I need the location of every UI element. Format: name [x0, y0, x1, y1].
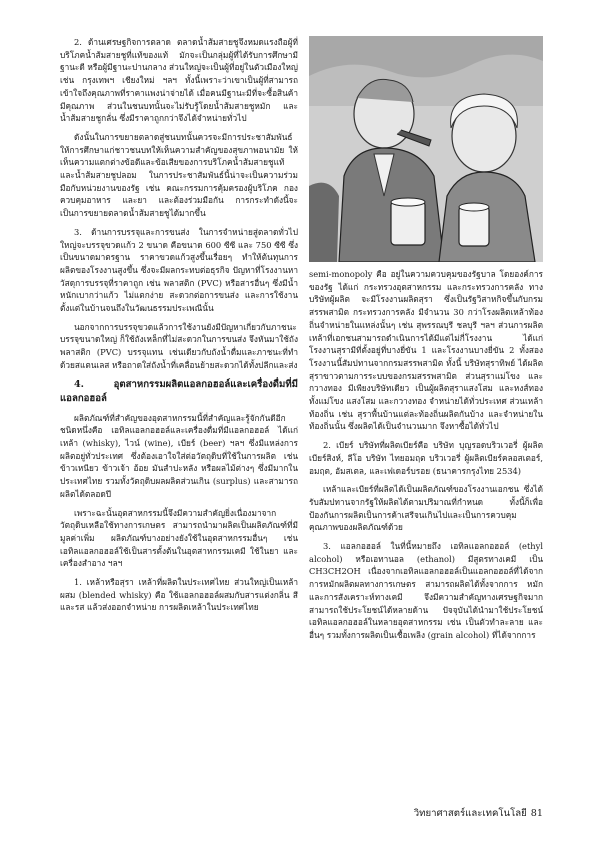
- illustration-men-drinking: [309, 36, 543, 262]
- paragraph-concession: เหล้าและเบียร์ที่ผลิตได้เป็นผลิตภัณฑ์ของโรงงานเอกชน ซึ่งได้รับสัมปทานจากรัฐให้ผลิตได้ตามปริมาณที่กำหนด ทั้งนี้ก็เพื่อป้องกันการผลิตเป็นการค้าเสรีจนเกินไปและเป็นการควบคุมคุณภาพของผลิตภัณฑ์ด้วย: [309, 484, 543, 533]
- paragraph-alcohol-products: ผลิตภัณฑ์ที่สำคัญของอุตสาหกรรมนี้ที่สำคัญและรู้จักกันดีอีกชนิดหนึ่งคือ เอทิลแอลกอฮอล์และเครื่องดื่มที่มีแอลกอฮอล์ ได้แก่ เหล้า (whisky), ไวน์ (wine), เบียร์ (beer) ฯลฯ ซึ่งมีแหล่งการผลิตอยู่ทั่วประเทศ ซึ่งต้องเอาใจใส่ต่อวัตถุดิบที่ใช้ในการผลิต เช่น ข้าวเหนียว ข้าวเจ้า อ้อย มันสำปะหลัง หรือผลไม้ต่างๆ ซึ่งมีมากในประเทศไทย รวมทั้งวัตถุดิบผลผลิตส่วนเกิน (surplus) และสามารถผลิตได้ตลอดปี: [60, 412, 298, 499]
- paragraph-whisky: 1. เหล้าหรือสุรา เหล้าที่ผลิตในประเทศไทย ส่วนใหญ่เป็นเหล้าผสม (blended whisky) คือ ใช้แอลกอฮอล์ผสมกับสารแต่งกลิ่น สี และรส แล้วส่งออกจำหน่าย การผลิตเหล้าในประเทศไทย: [60, 577, 298, 613]
- journal-title: วิทยาศาสตร์และเทคโนโลยี: [413, 808, 527, 819]
- section-heading-alcohol-industry: 4. อุตสาหกรรมผลิตแอลกอฮอล์และเครื่องดื่มที่มีแอลกอฮอล์: [60, 378, 298, 404]
- paragraph-ethyl-alcohol: 3. แอลกอฮอล์ ในที่นี้หมายถึง เอทิลแอลกอฮอล์ (ethyl alcohol) หรือเอทานอล (ethanol) มีสูตรทางเคมี เป็น CH3CH2OH เนื่องจากเอทิลแอลกอฮอล์เป็นแอลกอฮอล์ที่ได้จากการหมักผลิตผลทางการเกษตร สามารถผลิตได้ทั้งจากการ หมักและการสังเคราะห์ทางเคมี จึงมีความสำคัญทางเศรษฐกิจมาก สามารถใช้ประโยชน์ได้หลายด้าน ปัจจุบันได้นำมาใช้ประโยชน์เอทิลแอลกอฮอล์ในหลายอุตสาหกรรม เช่น เป็นตัวทำละลาย และอื่นๆ รวมทั้งการผลิตเป็นเชื้อเพลิง (grain alcohol) ที่ได้จากการ: [309, 541, 543, 640]
- right-column: [309, 268, 543, 648]
- left-column: [60, 36, 298, 620]
- paragraph-semi-monopoly: semi-monopoly คือ อยู่ในความควบคุมของรัฐบาล โดยองค์การของรัฐ ได้แก่ กระทรวงอุตสาหกรรม และกระทรวงการคลัง ทางบริษัทผู้ผลิต จะมีโรงงานผลิตสุรา ซึ่งเป็นรัฐวิสาหกิจขึ้นกับกรมสรรพสามิต กระทรวงการคลัง มีจำนวน 30 กว่าโรงผลิตเหล้าท้องถิ่นจำหน่ายในแหล่งนั้นๆ เช่น สุพรรณบุรี ชลบุรี ฯลฯ ส่วนการผลิตเหล้าที่เอกชนสามารถดำเนินการได้มีแต่ไม่กี่โรงงาน ได้แก่ โรงงานสุรามีที่ตั้งอยู่ที่บางยี่ขัน 1 และโรงงานบางยี่ขัน 2 ทั้งสองโรงงานนี้สัมปทานจากกรมสรรพสามิต ทั้งนี้ บริษัทสุราทิพย์ ได้ผลิตสุราขาวตามการระบบของกรมสรรพสามิต ส่วนสุราแม่โขง และกวางทอง มีเพียงบริษัทเดียว เป็นผู้ผลิตสุราแสงโสม และหงส์ทอง ทั้งแม่โขง แสงโสม และกวางทอง จำหน่ายได้ทั่วประเทศ ส่วนเหล้าท้องถิ่น เช่น สุราพื้นบ้านแต่ละท้องถิ่นผลิตกันบ้าง และจำหน่ายในท้องถิ่นนั้น ซึ่งผลิตได้เป็นจำนวนมาก จึงหาซื้อได้ทั่วไป: [309, 269, 543, 432]
- paragraph-container-problems: นอกจากการบรรจุขวดแล้วการใช้งานยังมีปัญหาเกี่ยวกับภาชนะบรรจุขนาดใหญ่ ก็ใช้ถังเหล็กที่ไม่สะดวกในการขนส่ง จึงหันมาใช้ถังพลาสติก (PVC) บรรจุแทน เช่นเดียวกับถังน้ำดื่มและภาชนะที่ทำด้วยสแตนเลส หรือถาดใส่ถังน้ำที่เคลื่อนย้ายสะดวกได้ทั้งปลีกและส่ง: [60, 321, 298, 370]
- paragraph-beer: 2. เบียร์ บริษัทที่ผลิตเบียร์คือ บริษัท บุญรอดบริวเวอรี่ ผู้ผลิตเบียร์สิงห์, ลีโอ บริษัท ไทยอมฤต บริวเวอรี่ ผู้ผลิตเบียร์คลอสเตอร์, อมฤต, อัมสเตล, และเฟเดอร์บรอย (ธนาคารกรุงไทย 2534): [309, 440, 543, 476]
- page-footer: [414, 806, 543, 821]
- paragraph-market-expansion: ดังนั้นในการขยายตลาดสู่ชนบทนั้นควรจะมีการประชาสัมพันธ์ให้การศึกษาแก่ชาวชนบทให้เห็นความสำคัญของสุขภาพอนามัย ให้เห็นความแตกต่างข้อดีและข้อเสียของการบริโภคน้ำส้มสายชูแท้และน้ำส้มสายชูปลอม ในการประชาสัมพันธ์นี้น่าจะเป็นความร่วมมือกับหน่วยงานของรัฐ เช่น คณะกรรมการคุ้มครองผู้บริโภค กองควบคุมอาหาร และยา และต้องร่วมมือกัน การกระทำดังนี้จะเป็นการขยายตลาดน้ำส้มสายชูได้มากขึ้น: [60, 131, 298, 219]
- paragraph-market-economy: 2. ด้านเศรษฐกิจการตลาด ตลาดน้ำส้มสายชูจึงหมดแรงถือผู้ที่บริโภคน้ำส้มสายชูที่แท้ของแท้ มักจะเป็นกลุ่มผู้ที่ได้รับการศึกษามีฐานะดี หรือผู้มีฐานะปานกลาง ส่วนใหญ่จะเป็นผู้ที่อยู่ในตัวเมืองใหญ่ เช่น กรุงเทพฯ เชียงใหม่ ฯลฯ ทั้งนี้เพราะว่าเขาเป็นผู้ที่สามารถเข้าใจถึงคุณภาพที่ราคาแพงน่าจ่ายได้ เมื่อคนมีฐานะมีที่จะซื้อสินค้ามีคุณภาพ ส่วนในชนบทนั้นจะไม่รับรู้โดยน้ำส้มสายชูหมัก และน้ำส้มสายชูกลั่น ซึ่งมีราคาถูกกว่าจึงได้จำหน่ายทั่วไป: [60, 37, 298, 124]
- page-number: 81: [530, 808, 543, 819]
- paragraph-industry-importance: เพราะฉะนั้นอุตสาหกรรมนี้จึงมีความสำคัญยิ่งเนื่องมาจากวัตถุดิบเหลือใช้ทางการเกษตร สามารถนำมาผลิตเป็นผลิตภัณฑ์ที่มีมูลค่าเพิ่ม ผลิตภัณฑ์บางอย่างยังใช้ในอุตสาหกรรมอื่นๆ เช่น เอทิลแอลกอฮอล์ใช้เป็นสารตั้งต้นในอุตสาหกรรมเคมี ใช้ในยา และ เครื่องสำอาง ฯลฯ: [60, 507, 298, 569]
- paragraph-packaging-transport: 3. ด้านการบรรจุและการขนส่ง ในการจำหน่ายสู่ตลาดทั่วไปใหญ่จะบรรจุขวดแก้ว 2 ขนาด คือขนาด 600 ซีซี และ 750 ซีซี ซึ่งเป็นขนาดมาตรฐาน ราคาขวดแก้วสูงขึ้นเรื่อยๆ ทำให้ต้นทุนการผลิตของโรงงานสูงขึ้น ซึ่งจะมีผลกระทบต่อธุรกิจ ปัญหาที่โรงงานหาวัสดุการบรรจุที่ราคาถูก เช่น พลาสติก (PVC) หรือสารอื่นๆ ซึ่งมีน้ำหนักเบากว่าแก้ว ไม่แตกง่าย สะดวกต่อการขนส่ง และการใช้งานตั้งแต่ในบ้านจนถึงในวัฒนธรรมประเพณีนั้น: [60, 226, 298, 314]
